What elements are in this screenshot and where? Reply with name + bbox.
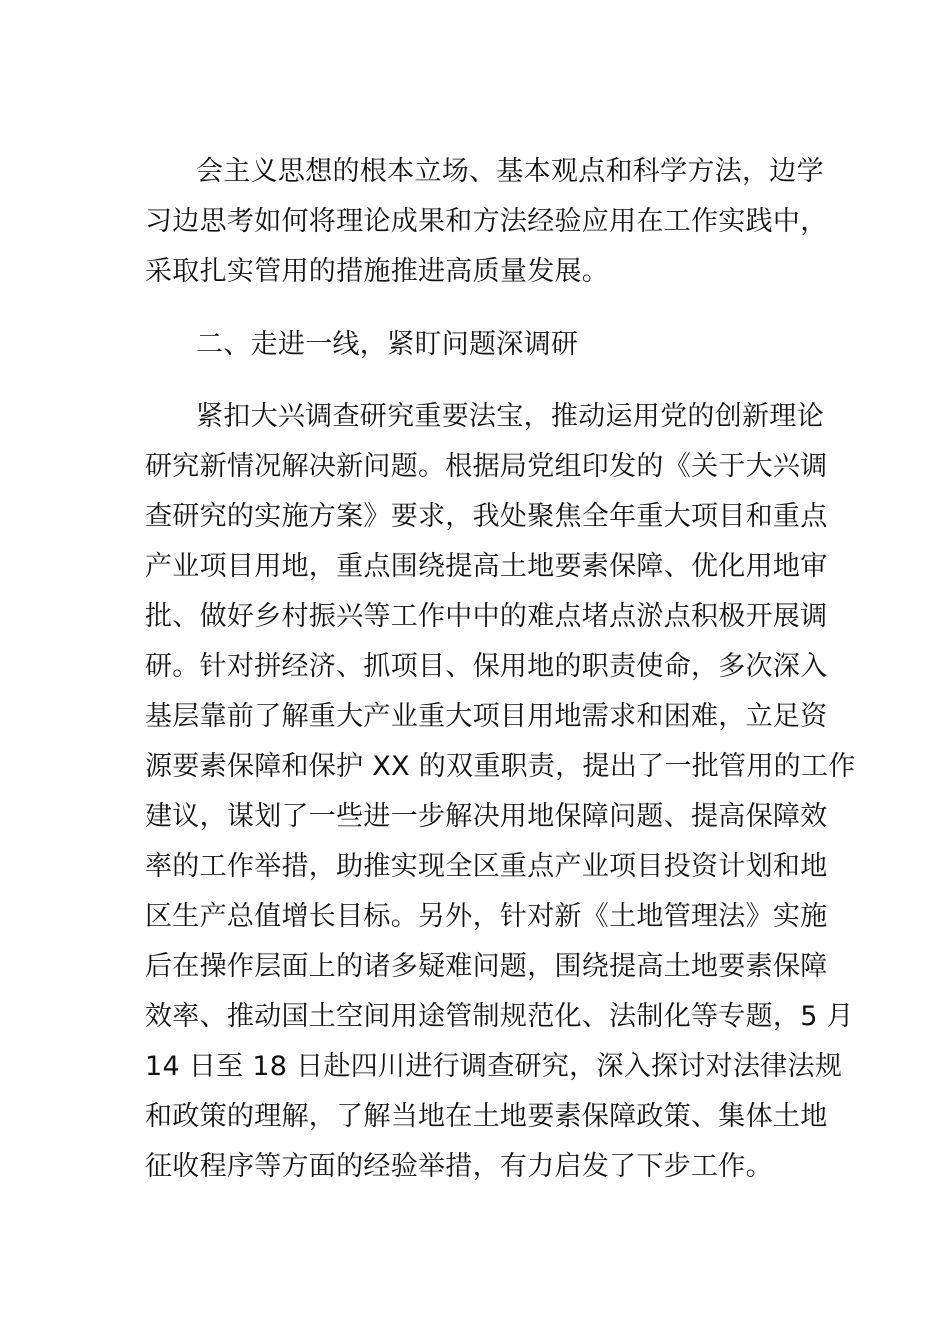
paragraph-line: 建议，谋划了一些进一步解决用地保障问题、提高保障效 [145,801,828,832]
paragraph-line: 和政策的理解，了解当地在土地要素保障政策、集体土地 [145,1101,828,1132]
paragraph-line: 查研究的实施方案》要求，我处聚焦全年重大项目和重点 [145,501,828,532]
paragraph-line: 基层靠前了解重大产业重大项目用地需求和困难，立足资 [145,701,828,732]
paragraph-line: 会主义思想的根本立场、基本观点和科学方法，边学 [196,156,824,187]
paragraph-line: 率的工作举措，助推实现全区重点产业项目投资计划和地 [145,851,828,882]
paragraph-line: 研究新情况解决新问题。根据局党组印发的《关于大兴调 [145,451,828,482]
paragraph-line: 14 日至 18 日赴四川进行调查研究，深入探讨对法律法规 [145,1051,843,1082]
paragraph-line: 征收程序等方面的经验举措，有力启发了下步工作。 [145,1151,773,1182]
paragraph-line: 研。针对拼经济、抓项目、保用地的职责使命，多次深入 [145,651,828,682]
paragraph-line: 效率、推动国土空间用途管制规范化、法制化等专题，5 月 [145,1001,854,1032]
paragraph-line: 习边思考如何将理论成果和方法经验应用在工作实践中， [145,206,828,237]
paragraph-line: 后在操作层面上的诸多疑难问题，围绕提高土地要素保障 [145,951,828,982]
paragraph-line: 产业项目用地，重点围绕提高土地要素保障、优化用地审 [145,551,828,582]
paragraph-line: 采取扎实管用的措施推进高质量发展。 [145,256,610,287]
paragraph-line: 批、做好乡村振兴等工作中中的难点堵点淤点积极开展调 [145,601,828,632]
section-heading: 二、走进一线，紧盯问题深调研 [196,329,579,360]
paragraph-line: 紧扣大兴调查研究重要法宝，推动运用党的创新理论 [196,401,824,432]
paragraph-line: 源要素保障和保护 XX 的双重职责，提出了一批管用的工作 [145,751,856,782]
paragraph-line: 区生产总值增长目标。另外，针对新《土地管理法》实施 [145,901,828,932]
